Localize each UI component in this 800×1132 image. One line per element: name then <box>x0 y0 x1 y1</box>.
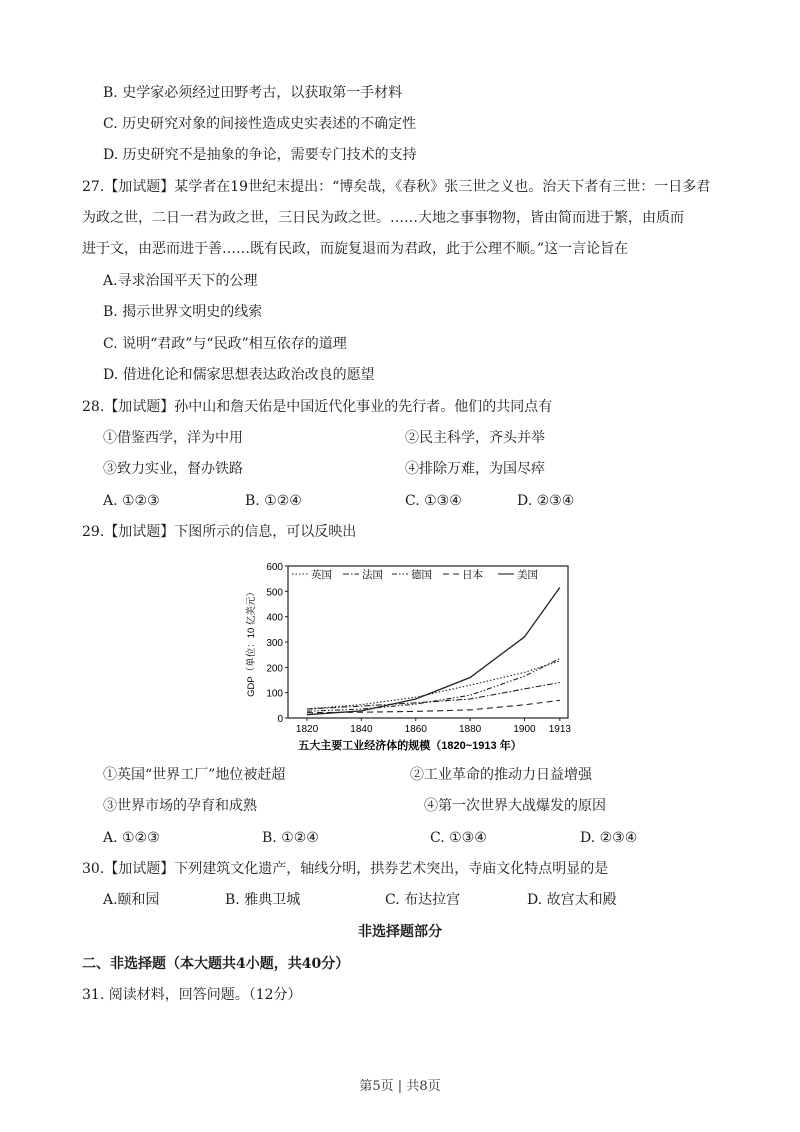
x-tick-label: 1860 <box>404 724 427 735</box>
x-tick-label: 1913 <box>548 724 571 735</box>
x-tick-label: 1840 <box>350 724 373 735</box>
gdp-line-chart <box>240 558 580 758</box>
q27-stem-line1: 27.【加试题】某学者在19世纪末提出：“博矣哉，《春秋》张三世之义也。治天下者有三世：一日多君 <box>82 179 711 195</box>
legend-label-德国: 德国 <box>411 569 432 581</box>
q28-statement-2: ②民主科学，齐头并举 <box>405 430 545 446</box>
q27-option-a: A.寻求治国平天下的公理 <box>103 273 258 289</box>
legend-label-美国: 美国 <box>517 569 538 581</box>
q27-stem-line3: 进于文，由恶而进于善……既有民政，而旋复退而为君政，此于公理不顺。”这一言论旨在 <box>82 241 629 257</box>
q29-option-a: A. ①②③ <box>103 830 160 846</box>
x-tick-label: 1880 <box>459 724 482 735</box>
y-tick-label: 600 <box>266 562 283 573</box>
y-tick-label: 300 <box>266 638 283 649</box>
q30-option-b: B. 雅典卫城 <box>225 892 301 908</box>
section-title: 非选择题部分 <box>358 924 442 940</box>
q26-option-b: B. 史学家必须经过田野考古，以获取第一手材料 <box>103 85 403 101</box>
page-footer: 第5页 | 共8页 <box>359 1079 441 1094</box>
y-tick-label: 0 <box>277 714 283 725</box>
y-tick-label: 400 <box>266 612 283 624</box>
q29-option-c: C. ①③④ <box>430 830 487 846</box>
legend-label-法国: 法国 <box>362 569 383 581</box>
series-line-美国 <box>307 588 560 715</box>
q29-statement-1: ①英国“世界工厂”地位被赶超 <box>103 767 286 783</box>
q27-option-d: D. 借进化论和儒家思想表达政治改良的愿望 <box>103 367 375 383</box>
x-tick-label: 1900 <box>513 724 536 735</box>
q28-stem: 28.【加试题】孙中山和詹天佑是中国近代化事业的先行者。他们的共同点有 <box>82 399 553 415</box>
plot-frame <box>288 566 568 718</box>
q28-statement-3: ③致力实业，督办铁路 <box>103 461 243 477</box>
q26-option-d: D. 历史研究不是抽象的争论，需要专门技术的支持 <box>103 147 417 163</box>
q29-statement-3: ③世界市场的孕育和成熟 <box>103 798 257 814</box>
legend-label-日本: 日本 <box>462 569 483 581</box>
y-tick-label: 500 <box>266 587 283 599</box>
q30-option-c: C. 布达拉宫 <box>385 892 461 908</box>
q29-statement-2: ②工业革命的推动力日益增强 <box>410 767 592 783</box>
q29-option-b: B. ①②④ <box>262 830 319 846</box>
q28-option-b: B. ①②④ <box>245 493 302 509</box>
x-tick-label: 1820 <box>295 724 319 735</box>
q27-option-c: C. 说明“君政”与“民政”相互依存的道理 <box>103 336 347 352</box>
q30-option-a: A.颐和园 <box>103 892 160 908</box>
y-axis-label: GDP（单位：10 亿美元） <box>246 587 257 697</box>
q27-stem-line2: 为政之世，二日一君为政之世，三日民为政之世。……大地之事事物物，皆由简而进于繁，由质而 <box>82 210 684 226</box>
q28-option-a: A. ①②③ <box>103 493 160 509</box>
section-heading: 二、非选择题（本大题共4小题，共40分） <box>82 956 350 972</box>
series-line-德国 <box>307 659 560 712</box>
q28-option-c: C. ①③④ <box>405 493 462 509</box>
y-tick-label: 200 <box>266 663 283 675</box>
legend-label-英国: 英国 <box>311 569 332 581</box>
q27-option-b: B. 揭示世界文明史的线索 <box>103 304 263 320</box>
chart-title: 五大主要工业经济体的规模（1820~1913 年） <box>298 740 522 752</box>
q26-option-c: C. 历史研究对象的间接性造成史实表述的不确定性 <box>103 116 417 132</box>
q28-statement-1: ①借鉴西学，洋为中用 <box>103 430 243 446</box>
q28-option-d: D. ②③④ <box>517 493 575 509</box>
q29-stem: 29.【加试题】下图所示的信息，可以反映出 <box>82 524 357 540</box>
q29-statement-4: ④第一次世界大战爆发的原因 <box>424 798 606 814</box>
q31-stem: 31. 阅读材料，回答问题。（12分） <box>82 987 302 1003</box>
y-tick-label: 100 <box>266 688 283 700</box>
q30-stem: 30.【加试题】下列建筑文化遗产，轴线分明，拱券艺术突出，寺庙文化特点明显的是 <box>82 861 609 877</box>
q28-statement-4: ④排除万难，为国尽瘁 <box>405 461 545 477</box>
q29-option-d: D. ②③④ <box>580 830 638 846</box>
q30-option-d: D. 故宫太和殿 <box>527 892 617 908</box>
